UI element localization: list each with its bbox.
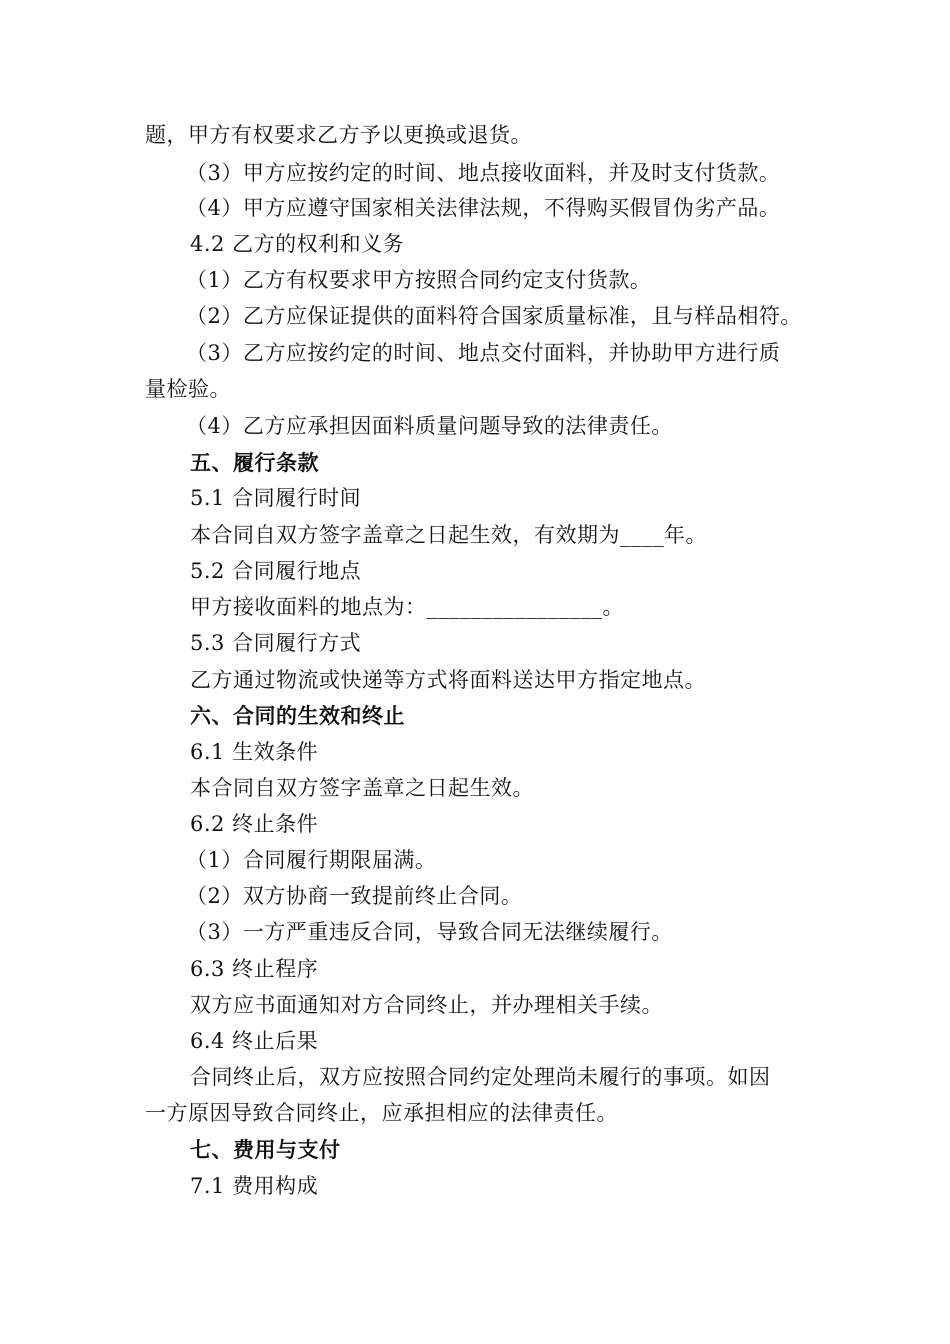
paragraph-line: （3）乙方应按约定的时间、地点交付面料，并协助甲方进行质 [186, 341, 781, 365]
section-heading: 七、费用与支付 [190, 1137, 341, 1162]
paragraph-line: 本合同自双方签字盖章之日起生效。 [190, 776, 534, 800]
section-heading: 五、履行条款 [190, 450, 319, 475]
paragraph-line: （3）一方严重违反合同，导致合同无法继续履行。 [186, 920, 673, 944]
section-heading: 六、合同的生效和终止 [190, 703, 405, 728]
section-subheading: 6.4 终止后果 [190, 1029, 319, 1053]
paragraph-line: （1）乙方有权要求甲方按照合同约定支付货款。 [186, 268, 652, 292]
section-subheading: 7.1 费用构成 [190, 1174, 319, 1198]
section-subheading: 6.2 终止条件 [190, 812, 319, 836]
paragraph-line: 一方原因导致合同终止，应承担相应的法律责任。 [145, 1101, 618, 1125]
section-subheading: 5.3 合同履行方式 [190, 631, 362, 655]
paragraph-line: （4）甲方应遵守国家相关法律法规，不得购买假冒伪劣产品。 [186, 196, 781, 220]
paragraph-line: 双方应书面通知对方合同终止，并办理相关手续。 [190, 993, 663, 1017]
paragraph-line: 乙方通过物流或快递等方式将面料送达甲方指定地点。 [190, 668, 706, 692]
paragraph-line: 题，甲方有权要求乙方予以更换或退货。 [145, 123, 532, 147]
paragraph-line: （3）甲方应按约定的时间、地点接收面料，并及时支付货款。 [186, 161, 781, 185]
section-subheading: 5.2 合同履行地点 [190, 559, 362, 583]
paragraph-line: （2）双方协商一致提前终止合同。 [186, 884, 523, 908]
paragraph-line: （2）乙方应保证提供的面料符合国家质量标准，且与样品相符。 [186, 304, 802, 328]
paragraph-line: （1）合同履行期限届满。 [186, 848, 437, 872]
section-subheading: 5.1 合同履行时间 [190, 486, 362, 510]
section-subheading: 6.3 终止程序 [190, 957, 319, 981]
paragraph-line: 甲方接收面料的地点为：________________。 [190, 595, 624, 619]
paragraph-line: （4）乙方应承担因面料质量问题导致的法律责任。 [186, 414, 673, 438]
paragraph-line: 本合同自双方签字盖章之日起生效，有效期为____年。 [190, 523, 707, 547]
section-subheading: 4.2 乙方的权利和义务 [190, 232, 405, 256]
paragraph-line: 合同终止后，双方应按照合同约定处理尚未履行的事项。如因 [190, 1065, 771, 1089]
section-subheading: 6.1 生效条件 [190, 740, 319, 764]
paragraph-line: 量检验。 [145, 377, 231, 401]
